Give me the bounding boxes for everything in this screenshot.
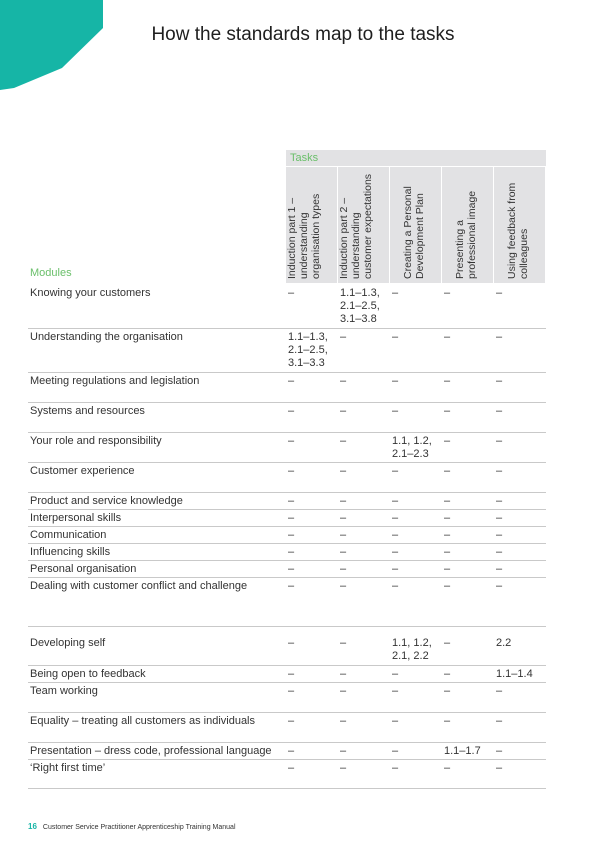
mapping-cell: – <box>288 580 295 592</box>
footer-text: Customer Service Practitioner Apprenticeship Training Manual <box>42 824 236 831</box>
mapping-cell: – <box>444 465 451 477</box>
module-name: Customer experience <box>30 465 135 477</box>
corner-decoration <box>0 0 110 92</box>
mapping-cell: – <box>444 715 451 727</box>
mapping-cell: – <box>496 331 503 343</box>
mapping-cell: – <box>340 465 347 477</box>
mapping-cell: – <box>444 762 451 774</box>
page-number: 16 <box>28 822 37 831</box>
mapping-cell: – <box>288 512 295 524</box>
mapping-cell: – <box>392 375 399 387</box>
module-name: Product and service knowledge <box>30 495 183 507</box>
mapping-cell: 1.1–1.7 <box>444 745 481 757</box>
mapping-cell: – <box>392 405 399 417</box>
mapping-cell: – <box>340 745 347 757</box>
mapping-cell: – <box>340 580 347 592</box>
module-name: Understanding the organisation <box>30 331 183 343</box>
mapping-cell: 2.2 <box>496 637 512 649</box>
table-body <box>28 285 546 789</box>
column-header-1 <box>286 167 337 283</box>
table-row <box>28 510 546 527</box>
mapping-cell: – <box>444 563 451 575</box>
mapping-cell: – <box>340 435 347 447</box>
table-row <box>28 713 546 743</box>
mapping-cell: – <box>496 762 503 774</box>
mapping-cell: – <box>392 331 399 343</box>
mapping-cell: 1.1–1.3, 2.1–2.5, 3.1–3.3 <box>288 331 328 369</box>
mapping-cell: – <box>444 546 451 558</box>
module-name: Developing self <box>30 637 106 649</box>
column-header-label: Induction part 1 – understanding organisation types <box>286 193 322 279</box>
table-row <box>28 373 546 403</box>
table-row <box>28 463 546 493</box>
mapping-cell: – <box>392 495 399 507</box>
mapping-cell: – <box>392 685 399 697</box>
mapping-cell: 1.1, 1.2, 2.1, 2.2 <box>392 637 432 662</box>
column-header-3 <box>390 167 441 283</box>
modules-header: Modules <box>30 267 72 279</box>
mapping-cell: – <box>340 512 347 524</box>
mapping-cell: – <box>288 287 295 299</box>
mapping-cell: – <box>496 546 503 558</box>
mapping-cell: – <box>288 495 295 507</box>
page-title: How the standards map to the tasks <box>151 24 455 45</box>
mapping-cell: – <box>444 637 451 649</box>
mapping-cell: – <box>392 563 399 575</box>
table-row <box>28 666 546 683</box>
mapping-cell: – <box>496 375 503 387</box>
mapping-cell: – <box>392 762 399 774</box>
mapping-cell: 1.1, 1.2, 2.1–2.3 <box>392 435 432 460</box>
table-row <box>28 403 546 433</box>
mapping-cell: – <box>288 685 295 697</box>
mapping-cell: – <box>392 512 399 524</box>
mapping-cell: – <box>392 287 399 299</box>
mapping-cell: – <box>392 465 399 477</box>
mapping-cell: – <box>496 529 503 541</box>
mapping-cell: – <box>392 715 399 727</box>
column-header-2 <box>338 167 389 283</box>
mapping-cell: – <box>340 762 347 774</box>
module-name: Systems and resources <box>30 405 145 417</box>
mapping-cell: – <box>444 331 451 343</box>
table-row <box>28 743 546 760</box>
table-row <box>28 635 546 666</box>
table-row <box>28 760 546 789</box>
mapping-cell: – <box>288 563 295 575</box>
table-row <box>28 285 546 329</box>
mapping-cell: – <box>340 637 347 649</box>
mapping-cell: – <box>288 435 295 447</box>
mapping-cell: – <box>392 668 399 680</box>
mapping-cell: – <box>340 715 347 727</box>
mapping-cell: – <box>496 580 503 592</box>
column-header-label: Induction part 2 – understanding customer expectations <box>338 173 374 279</box>
mapping-cell: – <box>340 563 347 575</box>
mapping-cell: – <box>340 529 347 541</box>
mapping-cell: – <box>340 668 347 680</box>
mapping-cell: – <box>444 580 451 592</box>
mapping-cell: – <box>288 465 295 477</box>
module-name: Dealing with customer conflict and challenge <box>30 580 248 592</box>
mapping-cell: – <box>288 762 295 774</box>
table-row <box>28 544 546 561</box>
table-row <box>28 527 546 544</box>
table-row <box>28 493 546 510</box>
table-row <box>28 578 546 627</box>
column-header-4 <box>442 167 493 283</box>
mapping-cell: 1.1–1.4 <box>496 668 533 680</box>
module-name: Meeting regulations and legislation <box>30 375 200 387</box>
mapping-cell: – <box>496 745 503 757</box>
mapping-cell: – <box>340 546 347 558</box>
mapping-cell: – <box>288 668 295 680</box>
module-name: ‘Right first time’ <box>30 762 106 774</box>
mapping-cell: – <box>496 563 503 575</box>
mapping-cell: – <box>340 375 347 387</box>
mapping-cell: – <box>288 637 295 649</box>
mapping-cell: – <box>496 495 503 507</box>
table-row <box>28 329 546 373</box>
mapping-cell: – <box>288 715 295 727</box>
mapping-cell: – <box>496 512 503 524</box>
mapping-cell: – <box>444 435 451 447</box>
mapping-cell: 1.1–1.3, 2.1–2.5, 3.1–3.8 <box>340 287 380 325</box>
mapping-cell: – <box>288 546 295 558</box>
module-name: Being open to feedback <box>30 668 146 680</box>
module-name: Interpersonal skills <box>30 512 122 524</box>
mapping-cell: – <box>444 287 451 299</box>
module-name: Knowing your customers <box>30 287 151 299</box>
mapping-cell: – <box>496 435 503 447</box>
mapping-cell: – <box>496 405 503 417</box>
mapping-cell: – <box>496 715 503 727</box>
module-name: Team working <box>30 685 98 697</box>
mapping-cell: – <box>340 685 347 697</box>
module-name: Your role and responsibility <box>30 435 162 447</box>
mapping-cell: – <box>444 375 451 387</box>
mapping-cell: – <box>444 495 451 507</box>
mapping-cell: – <box>496 465 503 477</box>
tasks-header: Tasks <box>286 150 546 166</box>
mapping-cell: – <box>444 685 451 697</box>
mapping-cell: – <box>288 405 295 417</box>
module-name: Influencing skills <box>30 546 111 558</box>
mapping-cell: – <box>444 529 451 541</box>
mapping-cell: – <box>444 405 451 417</box>
column-header-label: Presenting a professional image <box>454 190 478 279</box>
column-header-5 <box>494 167 545 283</box>
module-name: Equality – treating all customers as individuals <box>30 715 256 727</box>
mapping-cell: – <box>288 745 295 757</box>
table-row <box>28 433 546 463</box>
column-header-label: Using feedback from colleagues <box>506 182 530 279</box>
mapping-cell: – <box>392 745 399 757</box>
column-header-label: Creating a Personal Development Plan <box>402 186 426 279</box>
mapping-cell: – <box>392 546 399 558</box>
mapping-cell: – <box>288 375 295 387</box>
module-name: Presentation – dress code, professional language <box>30 745 272 757</box>
mapping-cell: – <box>496 685 503 697</box>
table-row <box>28 561 546 578</box>
mapping-cell: – <box>444 668 451 680</box>
table-row <box>28 683 546 713</box>
mapping-cell: – <box>392 529 399 541</box>
page-footer <box>28 822 236 831</box>
mapping-cell: – <box>340 405 347 417</box>
mapping-cell: – <box>392 580 399 592</box>
module-name: Communication <box>30 529 107 541</box>
mapping-cell: – <box>340 495 347 507</box>
module-name: Personal organisation <box>30 563 137 575</box>
mapping-cell: – <box>444 512 451 524</box>
mapping-cell: – <box>340 331 347 343</box>
mapping-cell: – <box>496 287 503 299</box>
mapping-cell: – <box>288 529 295 541</box>
